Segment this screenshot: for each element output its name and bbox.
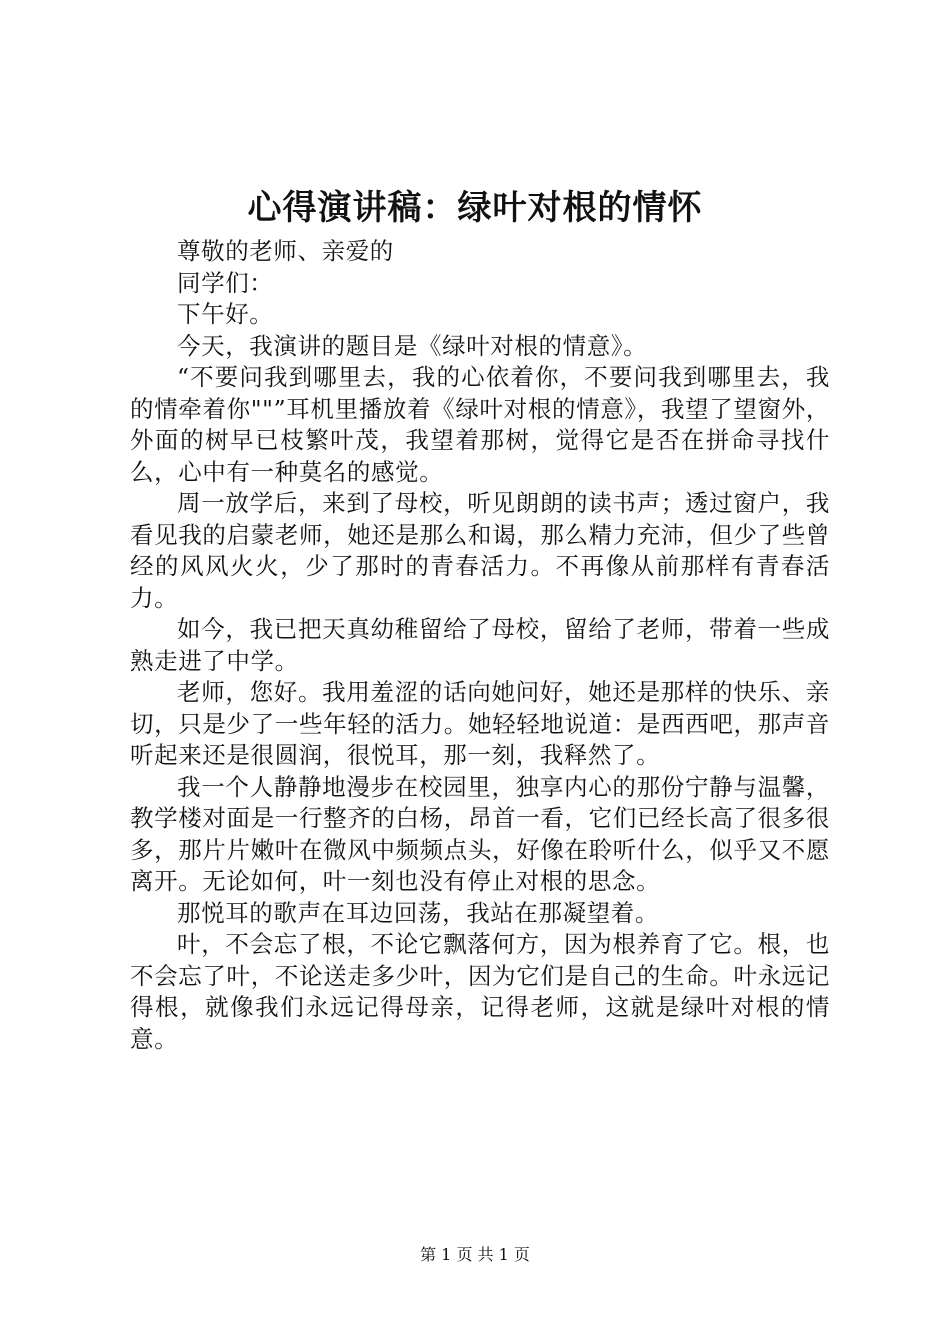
document-title: 心得演讲稿：绿叶对根的情怀: [247, 188, 703, 228]
paragraph: 我一个人静静地漫步在校园里，独享内心的那份宁静与温馨，教学楼对面是一行整齐的白杨，昂首一看，它们已经长高了很多很多，那片片嫩叶在微风中频频点头，好像在聆听什么，似乎又不愿离开。无论如何，叶一刻也没有停止对根的思念。: [130, 772, 830, 895]
paragraph: 如今，我已把天真幼稚留给了母校，留给了老师，带着一些成熟走进了中学。: [130, 615, 830, 675]
document-body: [130, 236, 830, 1055]
paragraph: 那悦耳的歌声在耳边回荡，我站在那凝望着。: [177, 898, 659, 927]
paragraph: 老师，您好。我用羞涩的话向她问好，她还是那样的快乐、亲切，只是少了一些年轻的活力。她轻轻地说道：是西西吧，那声音听起来还是很圆润，很悦耳，那一刻，我释然了。: [130, 678, 830, 769]
paragraph-greeting-3: 下午好。: [177, 300, 274, 328]
page-number-footer: 第 1 页 共 1 页: [420, 1245, 530, 1264]
paragraph: 周一放学后，来到了母校，听见朗朗的读书声；透过窗户，我看见我的启蒙老师，她还是那么和谒，那么精力充沛，但少了些曾经的风风火火，少了那时的青春活力。不再像从前那样有青春活力。: [130, 489, 830, 612]
paragraph-conclusion: 叶，不会忘了根，不论它飘落何方，因为根养育了它。根，也不会忘了叶，不论送走多少叶，因为它们是自己的生命。叶永远记得根，就像我们永远记得母亲，记得老师，这就是绿叶对根的情意。: [130, 930, 830, 1053]
paragraph: “不要问我到哪里去，我的心依着你，不要问我到哪里去，我的情牵着你""”耳机里播放着《绿叶对根的情意》，我望了望窗外，外面的树早已枝繁叶茂，我望着那树，觉得它是否在拼命寻找什么，心中有一种莫名的感觉。: [130, 363, 830, 486]
paragraph-topic: 今天，我演讲的题目是《绿叶对根的情意》。: [177, 331, 648, 360]
paragraph-greeting-2: 同学们：: [177, 268, 274, 297]
paragraph-greeting-1: 尊敬的老师、亲爱的: [177, 237, 394, 265]
